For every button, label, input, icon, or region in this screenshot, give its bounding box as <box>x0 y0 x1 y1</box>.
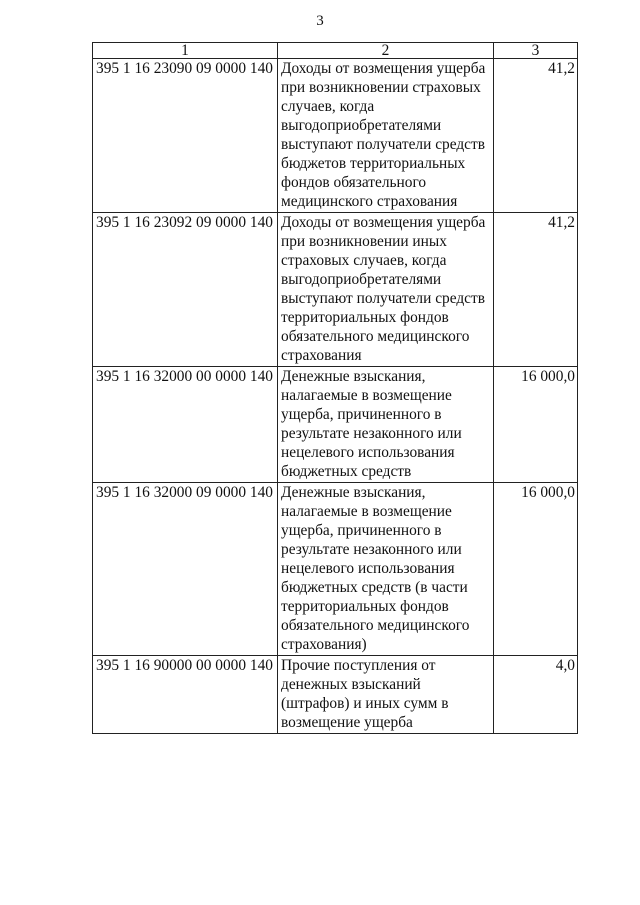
description-line: бюджетов территориальных <box>281 155 466 172</box>
description-line: фондов обязательного <box>281 174 427 191</box>
description-line: выступают получатели средств <box>281 290 486 307</box>
description-line: Прочие поступления от <box>281 657 436 674</box>
amount-cell: 16 000,0 <box>494 367 578 483</box>
description-line: случаев, когда <box>281 98 375 115</box>
description-line: территориальных фондов <box>281 309 449 326</box>
table-row <box>93 59 578 213</box>
table-body <box>93 59 578 734</box>
table-row <box>93 213 578 367</box>
description-line: выгодоприобретателями <box>281 117 442 134</box>
description-cell <box>278 656 494 734</box>
description-line: денежных взысканий <box>281 676 421 693</box>
budget-code-cell: 395 1 16 32000 09 0000 140 <box>93 483 278 656</box>
description-line: страхования) <box>281 636 367 653</box>
column-header-3: 3 <box>494 43 578 59</box>
table-header-row <box>93 43 578 59</box>
amount-cell: 4,0 <box>494 656 578 734</box>
budget-code-cell: 395 1 16 90000 00 0000 140 <box>93 656 278 734</box>
description-line: ущерба, причиненного в <box>281 406 442 423</box>
description-line: возмещение ущерба <box>281 714 413 731</box>
description-line: (штрафов) и иных сумм в <box>281 695 449 712</box>
description-line: при возникновении иных <box>281 233 447 250</box>
description-line: Денежные взыскания, <box>281 368 426 385</box>
amount-cell: 16 000,0 <box>494 483 578 656</box>
description-line: при возникновении страховых <box>281 79 481 96</box>
description-line: результате незаконного или <box>281 425 462 442</box>
description-cell <box>278 59 494 213</box>
column-header-2: 2 <box>278 43 494 59</box>
table-row <box>93 483 578 656</box>
amount-cell: 41,2 <box>494 59 578 213</box>
description-line: Денежные взыскания, <box>281 484 426 501</box>
description-line: ущерба, причиненного в <box>281 522 442 539</box>
table-header <box>93 43 578 59</box>
description-line: Доходы от возмещения ущерба <box>281 60 486 77</box>
column-header-1: 1 <box>93 43 278 59</box>
description-line: территориальных фондов <box>281 598 449 615</box>
budget-code-cell: 395 1 16 23092 09 0000 140 <box>93 213 278 367</box>
description-cell <box>278 213 494 367</box>
description-line: бюджетных средств (в части <box>281 579 468 596</box>
revenue-table <box>92 42 578 734</box>
description-line: результате незаконного или <box>281 541 462 558</box>
table-row <box>93 656 578 734</box>
description-line: Доходы от возмещения ущерба <box>281 214 486 231</box>
description-cell <box>278 483 494 656</box>
budget-code-cell: 395 1 16 32000 00 0000 140 <box>93 367 278 483</box>
budget-code-cell: 395 1 16 23090 09 0000 140 <box>93 59 278 213</box>
page-number: 3 <box>316 13 324 29</box>
amount-cell: 41,2 <box>494 213 578 367</box>
description-line: нецелевого использования <box>281 560 455 577</box>
description-line: обязательного медицинского <box>281 328 470 345</box>
description-line: выступают получатели средств <box>281 136 486 153</box>
description-line: налагаемые в возмещение <box>281 503 452 520</box>
description-line: бюджетных средств <box>281 463 412 480</box>
description-line: нецелевого использования <box>281 444 455 461</box>
description-line: выгодоприобретателями <box>281 271 442 288</box>
description-line: страховых случаев, когда <box>281 252 447 269</box>
description-line: налагаемые в возмещение <box>281 387 452 404</box>
description-line: обязательного медицинского <box>281 617 470 634</box>
table-row <box>93 367 578 483</box>
description-line: медицинского страхования <box>281 193 458 210</box>
description-cell <box>278 367 494 483</box>
description-line: страхования <box>281 347 362 364</box>
